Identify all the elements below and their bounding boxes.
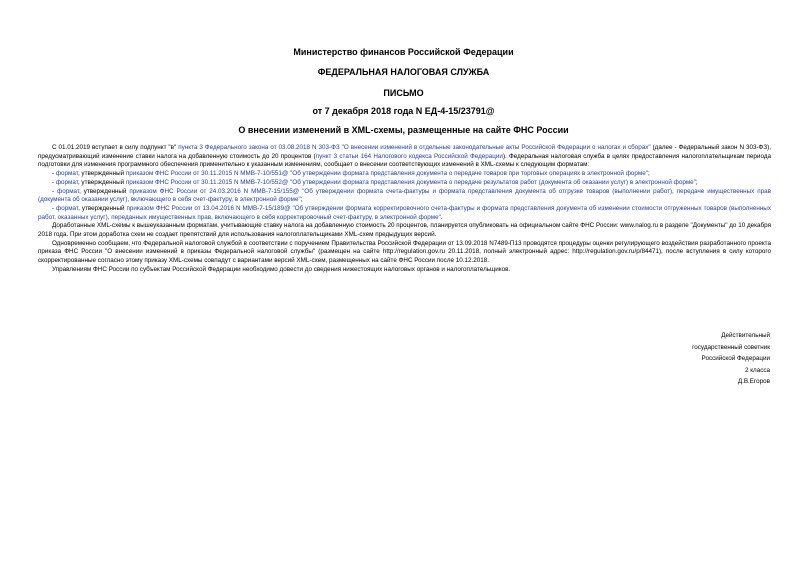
- signer-name: Д.В.Егоров: [737, 378, 770, 385]
- paragraph-xml-schemas: Доработанные XML-схемы к вышеуказанным форматам, учитывающие ставку налога на добавленную стоимость 20 процентов, планируется опубликовать на официальном сайте ФНС России: www.nalog.ru в разделе "Документы" до 10 декабря 2018 года. При этом доработка схем не создает препятствий для использования налогоплательщиками XML-схем предыдущих версий.: [38, 222, 771, 239]
- order-link[interactable]: приказом ФНС России от 24.03.2016 N ММВ-7-15/155@ "Об утверждении формата счета-фактуры и формата представления документа об отгрузке товаров (выполнении работ), передаче имущественных прав (документа об оказании услуг), включающего в себя счет-фактуру, в электронной форме": [38, 187, 771, 204]
- ministry-title: Министерство финансов Российской Федерации: [293, 47, 514, 57]
- list-dash: -: [52, 178, 56, 186]
- list-punct: ;: [695, 178, 698, 186]
- list-punct: ;: [647, 170, 650, 178]
- list-punct: .: [440, 213, 443, 221]
- format-approved-text: , утвержденный: [79, 187, 130, 195]
- list-punct: ;: [300, 196, 303, 204]
- list-dash: -: [52, 170, 56, 178]
- document-type: ПИСЬМО: [383, 88, 424, 98]
- format-link[interactable]: формат: [56, 204, 79, 212]
- service-title: ФЕДЕРАЛЬНАЯ НАЛОГОВАЯ СЛУЖБА: [317, 67, 490, 77]
- document-date-number: от 7 декабря 2018 года N ЕД-4-15/23791@: [312, 106, 495, 116]
- paragraph-regulatory-assessment: Одновременно сообщаем, что Федеральной налоговой службой в соответствии с поручением Правительства Российской Федерации от 13.09.2018 N7489-П13 проводятся процедуры оценки регулирующего воздействия разработанного проекта приказа ФНС России "О внесении изменений в приказы Федеральной налоговой службы" (размещен на сайте http://regulation.gov.ru 20.11.2018, полный электронный адрес: http://regulation.gov.ru/p/84471), после вступления в силу которого скорректированные согласно этому приказу XML-схемы совпадут с вариантами версий XML-схем, размещенных на сайте ФНС России после 10.12.2018.: [38, 239, 771, 265]
- paragraph-intro: [38, 144, 771, 170]
- signer-title-line-1: Действительный: [721, 332, 770, 339]
- format-link[interactable]: формат: [55, 178, 78, 186]
- tax-code-article-link[interactable]: пункт 3 статьи 164 Налогового кодекса Российской Федерации: [315, 152, 503, 160]
- order-link[interactable]: приказом ФНС России от 30.11.2015 N ММВ-7-10/552@ "Об утверждении формата представления документа о передаче результатов работ (документа об оказании услуг) в электронной форме": [125, 178, 696, 186]
- intro-text-b: (далее - Федеральный закон N 303-ФЗ), предусматривающий изменение ставки налога на добавленную стоимость до 20 процентов (: [38, 144, 771, 160]
- order-link[interactable]: приказом ФНС России от 30.11.2015 N ММВ-7-10/551@ "Об утверждении формата представления документа о передаче товаров при торговых операциях в электронной форме": [125, 170, 648, 178]
- format-item: [38, 170, 771, 179]
- signer-title-line-4: 2 класса: [744, 366, 770, 374]
- format-link[interactable]: формат: [57, 187, 80, 195]
- format-link[interactable]: формат: [55, 170, 78, 178]
- document-subject: О внесении изменений в XML-схемы, размещенные на сайте ФНС России: [238, 125, 569, 135]
- intro-text-a: С 01.01.2019 вступает в силу подпункт "в": [52, 144, 179, 151]
- paragraph-instruction: Управлениям ФНС России по субъектам Российской Федерации необходимо довести до сведения нижестоящих налоговых органов и налогоплательщиков.: [52, 265, 511, 273]
- format-item: [38, 205, 771, 222]
- format-approved-text: , утвержденный: [78, 204, 127, 212]
- document-body: [38, 144, 771, 275]
- law-303-link[interactable]: пункта 3 Федерального закона от 03.08.2018 N 303-ФЗ "О внесении изменений в отдельные законодательные акты Российской Федерации о налогах и сборах": [178, 144, 651, 151]
- signer-title-line-3: Российской Федерации: [701, 355, 770, 362]
- format-approved-text: , утвержденный: [77, 170, 126, 178]
- format-item: [38, 179, 771, 188]
- signature-block: [600, 330, 770, 388]
- list-dash: -: [52, 187, 58, 195]
- signer-title-line-2: государственный советник: [692, 343, 770, 351]
- list-dash: -: [52, 204, 57, 212]
- format-item: [38, 188, 771, 205]
- order-link[interactable]: приказом ФНС России от 13.04.2016 N ММВ-7-15/189@ "Об утверждении формата корректировочного счета-фактуры и формата представления документа об изменении стоимости отгруженных товаров (выполненных работ, оказанных услуг), переданных имущественных прав, включающего в себя корректировочный счет-фактуру, в электронной форме": [38, 204, 771, 221]
- format-approved-text: , утвержденный: [77, 178, 126, 186]
- intro-text-c: ). Федеральная налоговая служба в целях предоставления налогоплательщикам периода подготовки для изменения программного обеспечения применительно к указанным изменениям, сообщает о внесении соответствующих изменений в XML-схемы к следующим форматам:: [38, 152, 771, 169]
